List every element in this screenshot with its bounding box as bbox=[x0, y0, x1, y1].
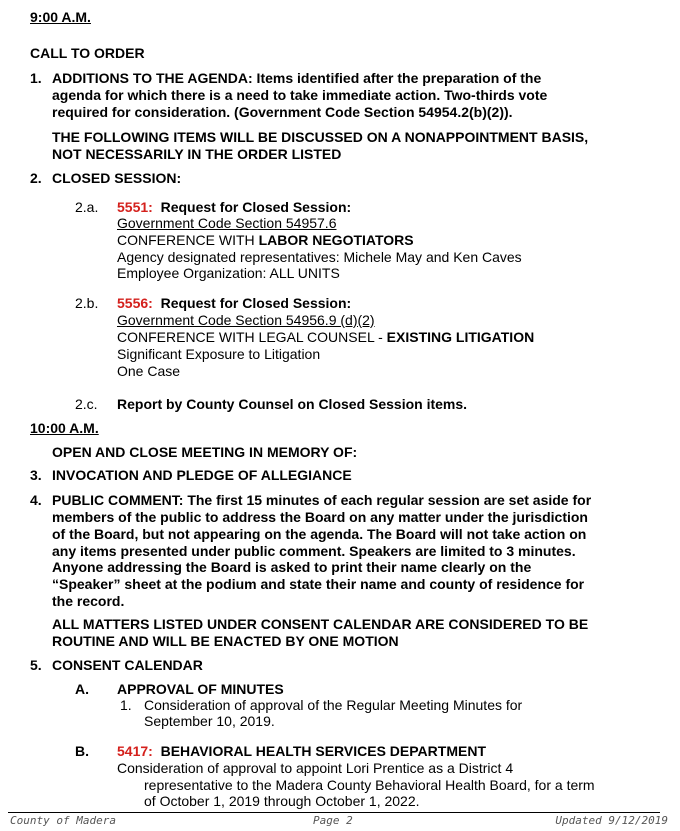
item-1-line: ADDITIONS TO THE AGENDA: Items identified after the preparation of the bbox=[52, 70, 542, 86]
item-4-number: 4. bbox=[30, 492, 42, 508]
footer-county: County of Madera bbox=[10, 814, 116, 827]
item-a-sub-line: Consideration of approval of the Regular Meeting Minutes for bbox=[144, 697, 523, 713]
item-2b-conference bbox=[117, 329, 534, 346]
item-4-line: any items presented under public comment. Speakers are limited to 3 minutes. bbox=[52, 543, 576, 559]
item-2b-gov-code: Government Code Section 54956.9 (d)(2) bbox=[117, 312, 375, 328]
item-1-line: agenda for which there is a need to take immediate action. Two-thirds vote bbox=[52, 87, 548, 103]
item-a-sub-number: 1. bbox=[120, 697, 132, 713]
consent-note: ALL MATTERS LISTED UNDER CONSENT CALENDAR ARE CONSIDERED TO BE bbox=[52, 616, 589, 632]
footer-updated-date: Updated 9/12/2019 bbox=[555, 814, 668, 827]
item-2-number: 2. bbox=[30, 170, 42, 186]
time-heading-10am: 10:00 A.M. bbox=[30, 420, 99, 436]
item-2a-heading-text: Request for Closed Session: bbox=[160, 199, 352, 215]
open-close-memory: OPEN AND CLOSE MEETING IN MEMORY OF: bbox=[52, 444, 358, 460]
item-2b-conference-prefix: CONFERENCE WITH LEGAL COUNSEL - bbox=[117, 329, 387, 345]
item-4-line: of the Board, but not appearing on the agenda. The Board will not take action on bbox=[52, 526, 587, 542]
item-4-line: members of the public to address the Board on any matter under the jurisdiction bbox=[52, 509, 588, 525]
item-2b-exposure: Significant Exposure to Litigation bbox=[117, 346, 321, 362]
consent-note: ROUTINE AND WILL BE ENACTED BY ONE MOTION bbox=[52, 633, 399, 649]
item-3-title: INVOCATION AND PLEDGE OF ALLEGIANCE bbox=[52, 467, 352, 483]
item-2b-case: One Case bbox=[117, 363, 181, 379]
item-2b-heading bbox=[117, 295, 351, 312]
item-4-line: “Speaker” sheet at the podium and state their name and county of residence for bbox=[52, 576, 585, 592]
item-2b-heading-text: Request for Closed Session: bbox=[160, 295, 352, 311]
item-a-label: A. bbox=[75, 681, 89, 697]
item-2c-text: Report by County Counsel on Closed Session items. bbox=[117, 396, 468, 412]
footer-divider bbox=[8, 812, 660, 813]
item-1-line: required for consideration. (Government Code Section 54954.2(b)(2)). bbox=[52, 104, 513, 120]
item-2-title: CLOSED SESSION: bbox=[52, 170, 182, 186]
item-1-number: 1. bbox=[30, 70, 42, 86]
item-5-title: CONSENT CALENDAR bbox=[52, 657, 203, 673]
item-2a-agency: Agency designated representatives: Michele May and Ken Caves bbox=[117, 249, 522, 265]
item-2a-employee: Employee Organization: ALL UNITS bbox=[117, 265, 340, 281]
item-3-number: 3. bbox=[30, 467, 42, 483]
item-b-line: Consideration of approval to appoint Lori Prentice as a District 4 bbox=[117, 760, 514, 776]
nonappointment-note: NOT NECESSARILY IN THE ORDER LISTED bbox=[52, 146, 342, 162]
item-b-title: BEHAVIORAL HEALTH SERVICES DEPARTMENT bbox=[160, 743, 486, 759]
item-b-line: representative to the Madera County Behavioral Health Board, for a term bbox=[144, 777, 595, 793]
nonappointment-note: THE FOLLOWING ITEMS WILL BE DISCUSSED ON A NONAPPOINTMENT BASIS, bbox=[52, 129, 589, 145]
item-a-title: APPROVAL OF MINUTES bbox=[117, 681, 284, 697]
item-2b-conference-bold: EXISTING LITIGATION bbox=[386, 329, 535, 345]
item-b-label: B. bbox=[75, 743, 89, 759]
item-5-number: 5. bbox=[30, 657, 42, 673]
item-4-line: Anyone addressing the Board is asked to print their name clearly on the bbox=[52, 559, 532, 575]
item-b-line: of October 1, 2019 through October 1, 2022. bbox=[144, 793, 420, 809]
item-2a-conference bbox=[117, 232, 414, 249]
item-4-line: the record. bbox=[52, 593, 125, 609]
item-2a-conference-bold: LABOR NEGOTIATORS bbox=[258, 232, 414, 248]
time-heading-9am: 9:00 A.M. bbox=[30, 9, 91, 25]
item-b-code[interactable]: 5417: bbox=[117, 743, 153, 759]
item-b-heading bbox=[117, 743, 486, 760]
item-2a-conference-prefix: CONFERENCE WITH bbox=[117, 232, 259, 248]
item-2a-heading bbox=[117, 199, 351, 216]
item-2b-label: 2.b. bbox=[75, 295, 99, 311]
footer-page-number: Page 2 bbox=[313, 814, 353, 827]
item-2a-gov-code: Government Code Section 54957.6 bbox=[117, 215, 337, 231]
item-2b-code[interactable]: 5556: bbox=[117, 295, 153, 311]
item-2c-label: 2.c. bbox=[75, 396, 98, 412]
item-2a-code[interactable]: 5551: bbox=[117, 199, 153, 215]
call-to-order: CALL TO ORDER bbox=[30, 45, 145, 61]
item-4-line: PUBLIC COMMENT: The first 15 minutes of each regular session are set aside for bbox=[52, 492, 592, 508]
item-a-sub-line: September 10, 2019. bbox=[144, 713, 275, 729]
item-2a-label: 2.a. bbox=[75, 199, 99, 215]
